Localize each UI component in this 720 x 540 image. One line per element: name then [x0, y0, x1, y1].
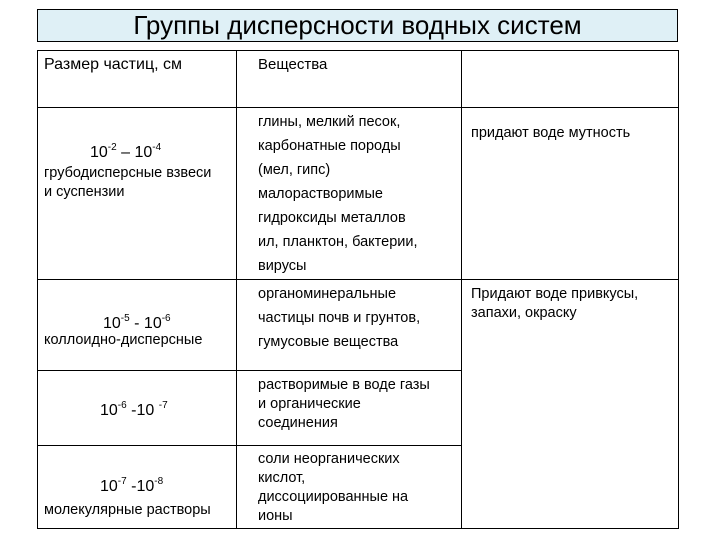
row-divider-header	[37, 107, 679, 108]
row-divider-3	[37, 445, 462, 446]
column-header-substances: Вещества	[258, 56, 328, 73]
column-header-size: Размер частиц, см	[44, 56, 182, 73]
size-range-4: $10^{-7}$ $-10^{-8}$	[100, 476, 164, 495]
row-divider-2	[37, 370, 462, 371]
table-border-left	[37, 50, 38, 529]
effect-2: Придают воде привкусы, запахи, окраску	[471, 286, 639, 321]
table-border-right	[678, 50, 679, 529]
page-title: Группы дисперсности водных систем	[37, 9, 678, 42]
column-divider-2	[461, 50, 462, 529]
column-divider-1	[236, 50, 237, 529]
row-divider-1	[37, 279, 679, 280]
effect-1: придают воде мутность	[471, 125, 631, 141]
group-name-4: молекулярные растворы	[44, 502, 211, 518]
size-range-1: $10^{-2} - 10^{-4}$	[90, 142, 162, 161]
table-border-bottom	[37, 528, 679, 529]
group-name-2: коллоидно-дисперсные	[44, 332, 203, 348]
size-range-2: $10^{-5} - 10^{-6}$	[103, 313, 171, 332]
group-name-1: грубодисперсные взвеси и суспензии	[44, 165, 212, 200]
substances-2: органоминеральные частицы почв и грунтов, гумусовые вещества	[258, 286, 421, 350]
substances-4: соли неорганических кислот, диссоциированные на ионы	[258, 451, 409, 524]
table-border-top	[37, 50, 679, 51]
substances-1: глины, мелкий песок, карбонатные породы (мел, гипс) малорастворимые гидроксиды металлов ил, планктон, бактерии, вирусы	[258, 114, 418, 274]
size-range-3: $10^{-6}$ -10 $^{-7}$	[100, 400, 168, 419]
substances-3: растворимые в воде газы и органические соединения	[258, 377, 430, 431]
